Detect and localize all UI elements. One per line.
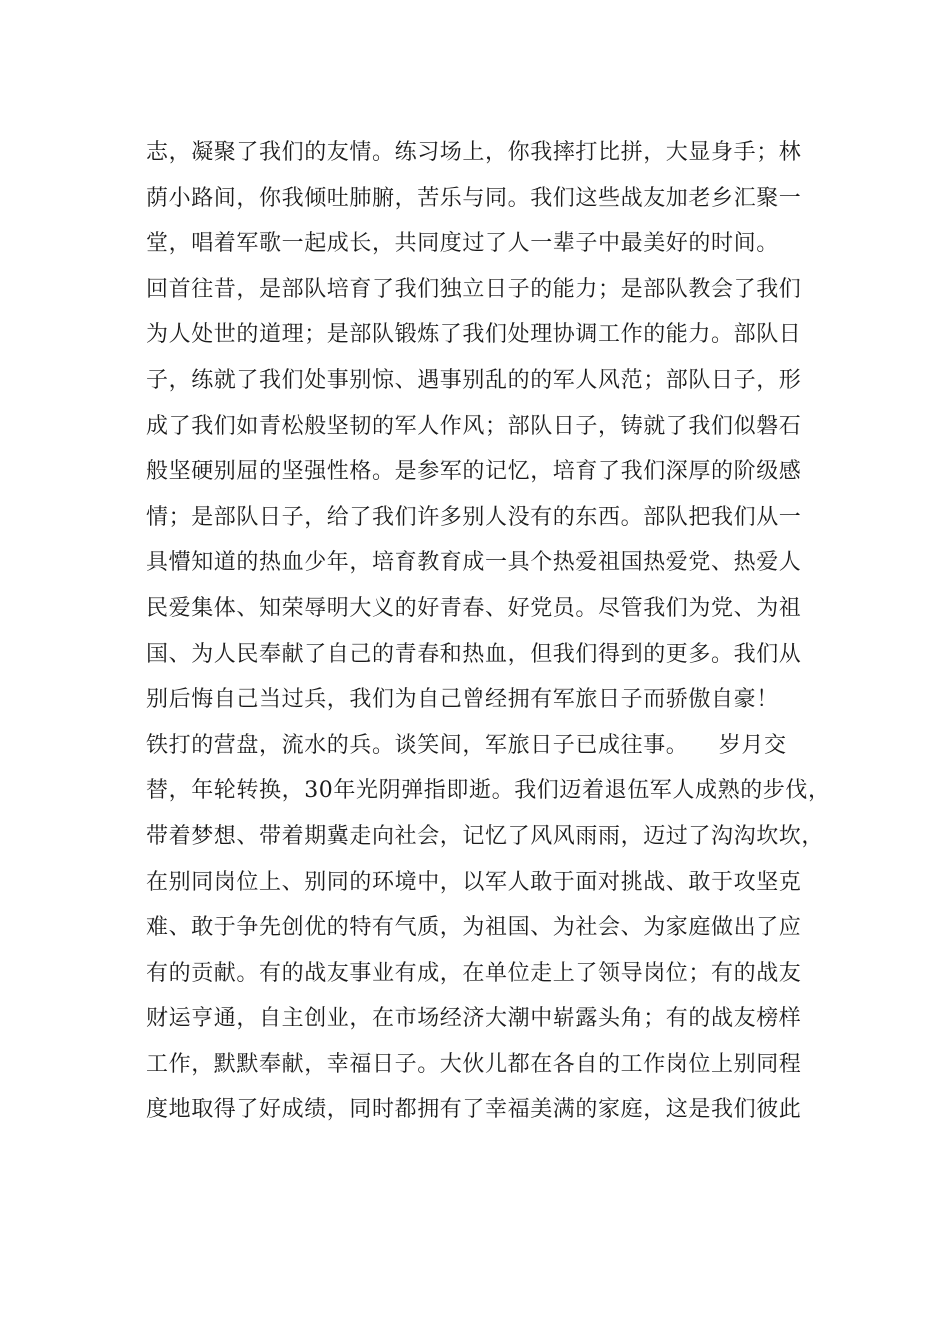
- text-line: 有的贡献。有的战友事业有成，在单位走上了领导岗位；有的战友: [146, 960, 802, 986]
- text-line: 回首往昔，是部队培育了我们独立日子的能力；是部队教会了我们: [146, 276, 802, 302]
- text-line: 在别同岗位上、别同的环境中，以军人敢于面对挑战、敢于攻坚克: [146, 869, 802, 895]
- text-line: 财运亨通，自主创业，在市场经济大潮中崭露头角；有的战友榜样: [146, 1006, 802, 1032]
- text-line: 铁打的营盘，流水的兵。谈笑间，军旅日子已成往事。 岁月交: [146, 732, 787, 758]
- text-line: 工作，默默奉献，幸福日子。大伙儿都在各自的工作岗位上别同程: [146, 1051, 802, 1077]
- body-text: [146, 130, 836, 1133]
- text-line: 子，练就了我们处事别惊、遇事别乱的的军人风范；部队日子，形: [146, 367, 802, 393]
- text-line: 替，年轮转换，30年光阴弹指即逝。我们迈着退伍军人成熟的步伐，: [146, 778, 831, 804]
- text-line: 成了我们如青松般坚韧的军人作风；部队日子，铸就了我们似磐石: [146, 413, 802, 439]
- text-line: 度地取得了好成绩，同时都拥有了幸福美满的家庭，这是我们彼此: [146, 1097, 802, 1123]
- text-line: 情；是部队日子，给了我们许多别人没有的东西。部队把我们从一: [146, 504, 802, 530]
- text-line: 国、为人民奉献了自己的青春和热血，但我们得到的更多。我们从: [146, 641, 802, 667]
- text-line: 民爱集体、知荣辱明大义的好青春、好党员。尽管我们为党、为祖: [146, 595, 802, 621]
- text-line: 志，凝聚了我们的友情。练习场上，你我摔打比拼，大显身手；林: [146, 140, 802, 165]
- text-line: 堂，唱着军歌一起成长，共同度过了人一辈子中最美好的时间。: [146, 231, 779, 257]
- text-line: 为人处世的道理；是部队锻炼了我们处理协调工作的能力。部队日: [146, 322, 802, 348]
- text-line: 荫小路间，你我倾吐肺腑，苦乐与同。我们这些战友加老乡汇聚一: [146, 185, 802, 211]
- text-line: 别后悔自己当过兵，我们为自己曾经拥有军旅日子而骄傲自豪！: [146, 687, 779, 713]
- text-line: 般坚硬别屈的坚强性格。是参军的记忆，培育了我们深厚的阶级感: [146, 459, 802, 485]
- text-line: 带着梦想、带着期冀走向社会，记忆了风风雨雨，迈过了沟沟坎坎，: [146, 823, 825, 849]
- text-line: 难、敢于争先创优的特有气质，为祖国、为社会、为家庭做出了应: [146, 915, 802, 941]
- text-line: 具懵知道的热血少年，培育教育成一具个热爱祖国热爱党、热爱人: [146, 550, 802, 576]
